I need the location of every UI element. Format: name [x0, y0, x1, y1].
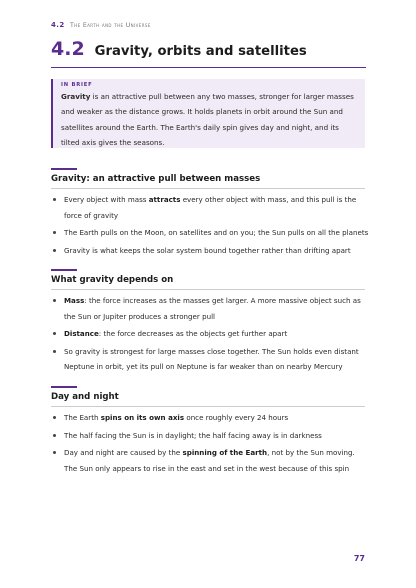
- in-brief-term: Gravity: [61, 92, 91, 101]
- running-head-text: The Earth and the Universe: [69, 22, 151, 29]
- list-item: Day and night are caused by the spinning of the Earth, not by the Sun moving. The Sun only appears to rise in the east and set in the west because of this spin: [51, 445, 369, 476]
- bullet-list: [51, 293, 369, 375]
- section-day-night: [51, 386, 369, 478]
- section-rule: [51, 269, 77, 271]
- in-brief-label: IN BRIEF: [61, 82, 93, 88]
- section-rule: [51, 168, 77, 170]
- section-divider: [51, 188, 365, 189]
- section-gravity: [51, 168, 369, 260]
- page-title: [51, 38, 366, 68]
- running-head: [51, 21, 151, 29]
- list-item: Every object with mass attracts every other object with mass, and this pull is the force of gravity: [51, 192, 369, 223]
- list-item: Mass: the force increases as the masses get larger. A more massive object such as the Sun or Jupiter produces a stronger pull: [51, 293, 369, 324]
- section-rule: [51, 386, 77, 388]
- list-item: The half facing the Sun is in daylight; the half facing away is in darkness: [51, 428, 369, 444]
- running-head-number: 4.2: [51, 21, 65, 29]
- bullet-list: [51, 192, 369, 258]
- list-item: Gravity is what keeps the solar system bound together rather than drifting apart: [51, 243, 369, 259]
- section-depends-on: [51, 269, 369, 377]
- in-brief-body: is an attractive pull between any two masses, stronger for larger masses and weaker as the distance grows. It holds planets in orbit around the Sun and satellites around the Earth. The Earth's daily spin gives day and night, and its tilted axis gives the seasons.: [61, 92, 354, 148]
- section-number: 4.2: [51, 38, 85, 60]
- in-brief-box: [51, 79, 365, 148]
- section-divider: [51, 406, 365, 407]
- section-title: Gravity, orbits and satellites: [94, 44, 307, 59]
- list-item: Distance: the force decreases as the objects get further apart: [51, 326, 369, 342]
- bullet-list: [51, 410, 369, 476]
- section-heading: Day and night: [51, 392, 119, 402]
- list-item: The Earth spins on its own axis once roughly every 24 hours: [51, 410, 369, 426]
- list-item: The Earth pulls on the Moon, on satellites and on you; the Sun pulls on all the planets: [51, 225, 369, 241]
- in-brief-text: [61, 89, 357, 151]
- list-item: So gravity is strongest for large masses close together. The Sun holds even distant Neptune in orbit, yet its pull on Neptune is far weaker than on nearby Mercury: [51, 344, 369, 375]
- section-divider: [51, 289, 365, 290]
- section-heading: What gravity depends on: [51, 275, 174, 285]
- page-number: 77: [353, 554, 365, 563]
- section-heading: Gravity: an attractive pull between masses: [51, 174, 261, 184]
